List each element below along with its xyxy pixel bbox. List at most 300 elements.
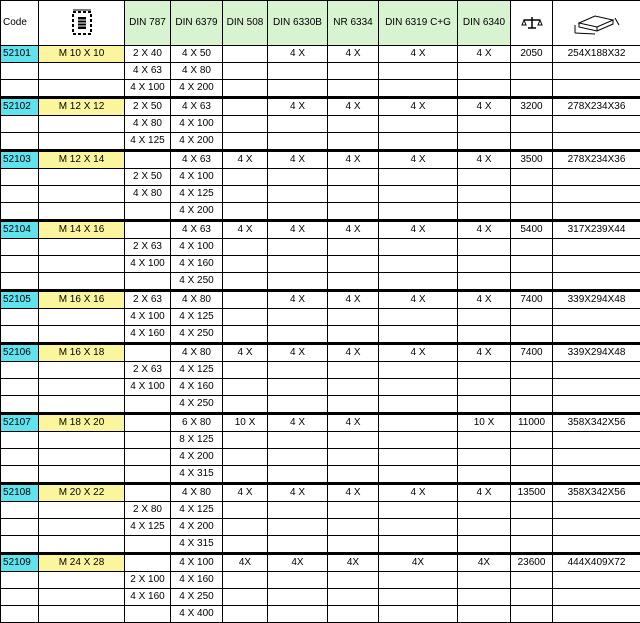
nr6334-cell xyxy=(328,80,379,98)
thread-cell: M 10 X 10 xyxy=(39,46,125,63)
nr6334-cell xyxy=(328,239,379,256)
din6330b-cell xyxy=(268,256,328,273)
thread-cell xyxy=(39,273,125,291)
din508-cell xyxy=(223,291,268,309)
nr6334-cell: 4 X xyxy=(328,98,379,116)
din6379-cell: 4 X 160 xyxy=(171,256,223,273)
thread-cell: M 12 X 12 xyxy=(39,98,125,116)
din787-cell: 2 X 50 xyxy=(125,169,171,186)
din508-cell xyxy=(223,273,268,291)
din6340-cell xyxy=(458,502,511,519)
weight-cell: 7400 xyxy=(511,344,553,362)
code-cell xyxy=(1,449,39,466)
weight-cell xyxy=(511,396,553,414)
table-row xyxy=(1,186,640,203)
weight-cell: 13500 xyxy=(511,484,553,502)
thread-cell xyxy=(39,326,125,344)
dims-cell xyxy=(553,589,640,606)
thread-cell xyxy=(39,536,125,554)
din6319-cell xyxy=(379,379,458,396)
din508-cell xyxy=(223,519,268,536)
din787-cell: 4 X 100 xyxy=(125,80,171,98)
nr6334-cell: 4 X xyxy=(328,221,379,239)
nr6334-cell: 4 X xyxy=(328,414,379,432)
table-row xyxy=(1,116,640,133)
din6330b-cell xyxy=(268,80,328,98)
din508-cell xyxy=(223,133,268,151)
din787-cell: 4 X 80 xyxy=(125,186,171,203)
dims-cell: 358X342X56 xyxy=(553,414,640,432)
din6379-cell: 4 X 125 xyxy=(171,502,223,519)
table-row xyxy=(1,572,640,589)
din6340-cell xyxy=(458,256,511,273)
din787-cell: 2 X 63 xyxy=(125,362,171,379)
din6330b-cell: 4 X xyxy=(268,221,328,239)
table-row xyxy=(1,326,640,344)
thread-cell xyxy=(39,116,125,133)
thread-cell xyxy=(39,186,125,203)
nr6334-cell xyxy=(328,519,379,536)
din6379-cell: 4 X 100 xyxy=(171,239,223,256)
header-din6330b: DIN 6330B xyxy=(268,1,328,46)
din6319-cell xyxy=(379,133,458,151)
din6340-cell xyxy=(458,309,511,326)
table-row xyxy=(1,151,640,169)
code-cell xyxy=(1,309,39,326)
header-nr6334: NR 6334 xyxy=(328,1,379,46)
din6330b-cell xyxy=(268,239,328,256)
din508-cell xyxy=(223,466,268,484)
header-din508: DIN 508 xyxy=(223,1,268,46)
din6330b-cell xyxy=(268,203,328,221)
weight-cell xyxy=(511,589,553,606)
din6330b-cell xyxy=(268,169,328,186)
nr6334-cell: 4 X xyxy=(328,344,379,362)
din787-cell: 2 X 63 xyxy=(125,291,171,309)
din6379-cell: 4 X 315 xyxy=(171,466,223,484)
dims-cell xyxy=(553,536,640,554)
code-cell xyxy=(1,116,39,133)
code-cell xyxy=(1,536,39,554)
din6340-cell xyxy=(458,589,511,606)
din787-cell: 2 X 63 xyxy=(125,239,171,256)
din6379-cell: 4 X 200 xyxy=(171,449,223,466)
din6330b-cell xyxy=(268,432,328,449)
code-cell xyxy=(1,169,39,186)
din508-cell xyxy=(223,239,268,256)
din6379-cell: 4 X 100 xyxy=(171,116,223,133)
din787-cell xyxy=(125,414,171,432)
dims-cell xyxy=(553,396,640,414)
din787-cell: 4 X 160 xyxy=(125,326,171,344)
weight-cell xyxy=(511,309,553,326)
din787-cell: 4 X 80 xyxy=(125,116,171,133)
code-cell: 52106 xyxy=(1,344,39,362)
din787-cell xyxy=(125,466,171,484)
din6379-cell: 4 X 63 xyxy=(171,151,223,169)
din6319-cell: 4 X xyxy=(379,291,458,309)
din6319-cell xyxy=(379,80,458,98)
thread-cell: M 18 X 20 xyxy=(39,414,125,432)
din6330b-cell: 4 X xyxy=(268,98,328,116)
din787-cell: 2 X 40 xyxy=(125,46,171,63)
din508-cell xyxy=(223,502,268,519)
table-row xyxy=(1,256,640,273)
thread-cell xyxy=(39,396,125,414)
din6379-cell: 4 X 250 xyxy=(171,396,223,414)
table-row xyxy=(1,536,640,554)
din508-cell xyxy=(223,589,268,606)
header-din6379: DIN 6379 xyxy=(171,1,223,46)
dims-cell xyxy=(553,169,640,186)
din6379-cell: 6 X 80 xyxy=(171,414,223,432)
din6340-cell: 4 X xyxy=(458,151,511,169)
nr6334-cell xyxy=(328,309,379,326)
din508-cell xyxy=(223,46,268,63)
code-cell xyxy=(1,186,39,203)
nr6334-cell xyxy=(328,449,379,466)
thread-cell xyxy=(39,519,125,536)
din6340-cell: 4 X xyxy=(458,344,511,362)
din787-cell: 2 X 50 xyxy=(125,98,171,116)
table-row xyxy=(1,344,640,362)
din787-cell: 4 X 125 xyxy=(125,519,171,536)
din787-cell xyxy=(125,484,171,502)
nr6334-cell xyxy=(328,116,379,133)
thread-cell: M 16 X 18 xyxy=(39,344,125,362)
din6319-cell xyxy=(379,239,458,256)
code-cell xyxy=(1,239,39,256)
din508-cell xyxy=(223,362,268,379)
thread-cell xyxy=(39,63,125,80)
table-row xyxy=(1,466,640,484)
nr6334-cell xyxy=(328,203,379,221)
dims-cell xyxy=(553,502,640,519)
din787-cell: 4 X 100 xyxy=(125,379,171,396)
din6379-cell: 4 X 200 xyxy=(171,203,223,221)
din787-cell xyxy=(125,554,171,572)
din508-cell xyxy=(223,116,268,133)
din508-cell: 10 X xyxy=(223,414,268,432)
din6319-cell xyxy=(379,116,458,133)
weight-cell xyxy=(511,80,553,98)
weight-cell: 23600 xyxy=(511,554,553,572)
thread-cell: M 14 X 16 xyxy=(39,221,125,239)
din6319-cell: 4 X xyxy=(379,221,458,239)
code-cell xyxy=(1,273,39,291)
din6379-cell: 4 X 125 xyxy=(171,309,223,326)
table-row xyxy=(1,362,640,379)
weight-cell xyxy=(511,273,553,291)
din6330b-cell xyxy=(268,326,328,344)
din6319-cell: 4 X xyxy=(379,344,458,362)
din6330b-cell: 4 X xyxy=(268,484,328,502)
din6340-cell: 4 X xyxy=(458,484,511,502)
din6319-cell xyxy=(379,572,458,589)
dims-cell xyxy=(553,133,640,151)
din6379-cell: 4 X 63 xyxy=(171,98,223,116)
din6330b-cell xyxy=(268,133,328,151)
din508-cell xyxy=(223,169,268,186)
din508-cell: 4 X xyxy=(223,484,268,502)
dims-cell: 358X342X56 xyxy=(553,484,640,502)
table-row xyxy=(1,221,640,239)
dims-cell xyxy=(553,326,640,344)
din6330b-cell xyxy=(268,186,328,203)
din6379-cell: 8 X 125 xyxy=(171,432,223,449)
din6340-cell xyxy=(458,63,511,80)
nr6334-cell xyxy=(328,432,379,449)
din6340-cell: 4 X xyxy=(458,46,511,63)
dims-cell xyxy=(553,466,640,484)
din6340-cell xyxy=(458,326,511,344)
din6319-cell xyxy=(379,432,458,449)
nr6334-cell xyxy=(328,362,379,379)
code-cell xyxy=(1,502,39,519)
nr6334-cell: 4 X xyxy=(328,46,379,63)
din6340-cell xyxy=(458,379,511,396)
din6379-cell: 4 X 200 xyxy=(171,133,223,151)
din508-cell xyxy=(223,80,268,98)
weight-cell xyxy=(511,449,553,466)
din6340-cell xyxy=(458,133,511,151)
din6319-cell xyxy=(379,449,458,466)
din6330b-cell: 4 X xyxy=(268,414,328,432)
dims-cell: 278X234X36 xyxy=(553,151,640,169)
weight-cell: 3200 xyxy=(511,98,553,116)
din6379-cell: 4 X 100 xyxy=(171,169,223,186)
din787-cell xyxy=(125,432,171,449)
dims-cell xyxy=(553,379,640,396)
din6319-cell xyxy=(379,362,458,379)
din6340-cell: 4 X xyxy=(458,221,511,239)
weight-cell xyxy=(511,379,553,396)
table-row xyxy=(1,449,640,466)
din6330b-cell xyxy=(268,362,328,379)
din6319-cell xyxy=(379,203,458,221)
thread-cell xyxy=(39,362,125,379)
din6319-cell: 4X xyxy=(379,554,458,572)
table-row xyxy=(1,239,640,256)
din6340-cell xyxy=(458,273,511,291)
weight-cell xyxy=(511,186,553,203)
nr6334-cell xyxy=(328,273,379,291)
box-dimensions-icon xyxy=(553,1,640,46)
din508-cell xyxy=(223,203,268,221)
din508-cell xyxy=(223,309,268,326)
nr6334-cell xyxy=(328,536,379,554)
thread-cell: M 16 X 16 xyxy=(39,291,125,309)
din6379-cell: 4 X 80 xyxy=(171,291,223,309)
din6340-cell: 4 X xyxy=(458,98,511,116)
din787-cell: 4 X 100 xyxy=(125,256,171,273)
nr6334-cell xyxy=(328,396,379,414)
din6319-cell xyxy=(379,536,458,554)
nr6334-cell xyxy=(328,466,379,484)
din6379-cell: 4 X 250 xyxy=(171,326,223,344)
nr6334-cell: 4 X xyxy=(328,484,379,502)
nr6334-cell xyxy=(328,502,379,519)
thread-cell xyxy=(39,133,125,151)
din6330b-cell: 4 X xyxy=(268,344,328,362)
weight-cell: 5400 xyxy=(511,221,553,239)
din6319-cell xyxy=(379,519,458,536)
code-cell: 52103 xyxy=(1,151,39,169)
code-cell xyxy=(1,63,39,80)
weight-cell xyxy=(511,203,553,221)
din6379-cell: 4 X 80 xyxy=(171,344,223,362)
table-row xyxy=(1,291,640,309)
din508-cell xyxy=(223,449,268,466)
scale-icon xyxy=(511,1,553,46)
table-row xyxy=(1,63,640,80)
table-row xyxy=(1,379,640,396)
thread-cell xyxy=(39,239,125,256)
dims-cell: 278X234X36 xyxy=(553,98,640,116)
weight-cell xyxy=(511,326,553,344)
din6319-cell xyxy=(379,186,458,203)
thread-cell xyxy=(39,379,125,396)
din6319-cell xyxy=(379,273,458,291)
table-row xyxy=(1,98,640,116)
table-row xyxy=(1,133,640,151)
header-din6340: DIN 6340 xyxy=(458,1,511,46)
din787-cell: 4 X 125 xyxy=(125,133,171,151)
code-cell: 52105 xyxy=(1,291,39,309)
din6330b-cell xyxy=(268,519,328,536)
din6340-cell xyxy=(458,519,511,536)
weight-cell xyxy=(511,116,553,133)
din6330b-cell xyxy=(268,572,328,589)
din6319-cell xyxy=(379,169,458,186)
din6379-cell: 4 X 100 xyxy=(171,554,223,572)
nr6334-cell xyxy=(328,572,379,589)
din787-cell: 4 X 63 xyxy=(125,63,171,80)
dims-cell: 339X294X48 xyxy=(553,344,640,362)
thread-cell: M 12 X 14 xyxy=(39,151,125,169)
din6330b-cell: 4 X xyxy=(268,291,328,309)
din6379-cell: 4 X 250 xyxy=(171,589,223,606)
weight-cell: 3500 xyxy=(511,151,553,169)
nr6334-cell xyxy=(328,169,379,186)
dims-cell xyxy=(553,116,640,133)
din6340-cell xyxy=(458,203,511,221)
din787-cell: 2 X 100 xyxy=(125,572,171,589)
din6330b-cell: 4 X xyxy=(268,46,328,63)
table-row xyxy=(1,432,640,449)
code-cell xyxy=(1,80,39,98)
din6340-cell: 10 X xyxy=(458,414,511,432)
weight-cell xyxy=(511,256,553,273)
dims-cell: 317X239X44 xyxy=(553,221,640,239)
din508-cell: 4 X xyxy=(223,344,268,362)
din6340-cell xyxy=(458,186,511,203)
dims-cell xyxy=(553,80,640,98)
din6319-cell xyxy=(379,63,458,80)
din6319-cell: 4 X xyxy=(379,484,458,502)
din6340-cell: 4 X xyxy=(458,291,511,309)
din6340-cell xyxy=(458,432,511,449)
din6379-cell: 4 X 250 xyxy=(171,273,223,291)
dims-cell xyxy=(553,449,640,466)
code-cell: 52102 xyxy=(1,98,39,116)
din6319-cell xyxy=(379,396,458,414)
table-row xyxy=(1,203,640,221)
table-row xyxy=(1,309,640,326)
header-row xyxy=(1,1,640,46)
dims-cell xyxy=(553,203,640,221)
weight-cell xyxy=(511,502,553,519)
nr6334-cell: 4 X xyxy=(328,291,379,309)
din6319-cell xyxy=(379,502,458,519)
din787-cell: 4 X 160 xyxy=(125,589,171,606)
din6340-cell xyxy=(458,449,511,466)
din6379-cell: 4 X 80 xyxy=(171,484,223,502)
code-cell xyxy=(1,362,39,379)
din6379-cell: 4 X 200 xyxy=(171,80,223,98)
table-row xyxy=(1,484,640,502)
thread-cell: M 24 X 28 xyxy=(39,554,125,572)
din6319-cell xyxy=(379,256,458,273)
din6340-cell xyxy=(458,362,511,379)
din508-cell: 4 X xyxy=(223,221,268,239)
din508-cell xyxy=(223,432,268,449)
nr6334-cell xyxy=(328,256,379,273)
dims-cell xyxy=(553,309,640,326)
din787-cell: 4 X 100 xyxy=(125,309,171,326)
din6379-cell: 4 X 80 xyxy=(171,63,223,80)
code-cell xyxy=(1,203,39,221)
header-din787: DIN 787 xyxy=(125,1,171,46)
din6330b-cell xyxy=(268,396,328,414)
din6379-cell: 4 X 200 xyxy=(171,519,223,536)
thread-cell xyxy=(39,589,125,606)
weight-cell xyxy=(511,133,553,151)
code-cell: 52101 xyxy=(1,46,39,63)
weight-cell xyxy=(511,169,553,186)
thread-cell xyxy=(39,203,125,221)
code-cell: 52107 xyxy=(1,414,39,432)
din6319-cell xyxy=(379,414,458,432)
nr6334-cell: 4 X xyxy=(328,151,379,169)
din508-cell: 4 X xyxy=(223,151,268,169)
din787-cell xyxy=(125,396,171,414)
thread-cell xyxy=(39,449,125,466)
dims-cell xyxy=(553,239,640,256)
code-cell xyxy=(1,379,39,396)
dims-cell xyxy=(553,519,640,536)
din6340-cell xyxy=(458,239,511,256)
din508-cell xyxy=(223,63,268,80)
weight-cell: 2050 xyxy=(511,46,553,63)
din6319-cell: 4 X xyxy=(379,151,458,169)
table-row xyxy=(1,502,640,519)
din6379-cell: 4 X 50 xyxy=(171,46,223,63)
weight-cell xyxy=(511,536,553,554)
din6330b-cell xyxy=(268,63,328,80)
din787-cell: 2 X 80 xyxy=(125,502,171,519)
thread-cell xyxy=(39,502,125,519)
table-row xyxy=(1,554,640,572)
din6319-cell: 4 X xyxy=(379,46,458,63)
dims-cell xyxy=(553,432,640,449)
code-cell: 52109 xyxy=(1,554,39,572)
din6330b-cell xyxy=(268,589,328,606)
table-row xyxy=(1,589,640,606)
nr6334-cell xyxy=(328,186,379,203)
code-cell xyxy=(1,396,39,414)
din6340-cell xyxy=(458,536,511,554)
